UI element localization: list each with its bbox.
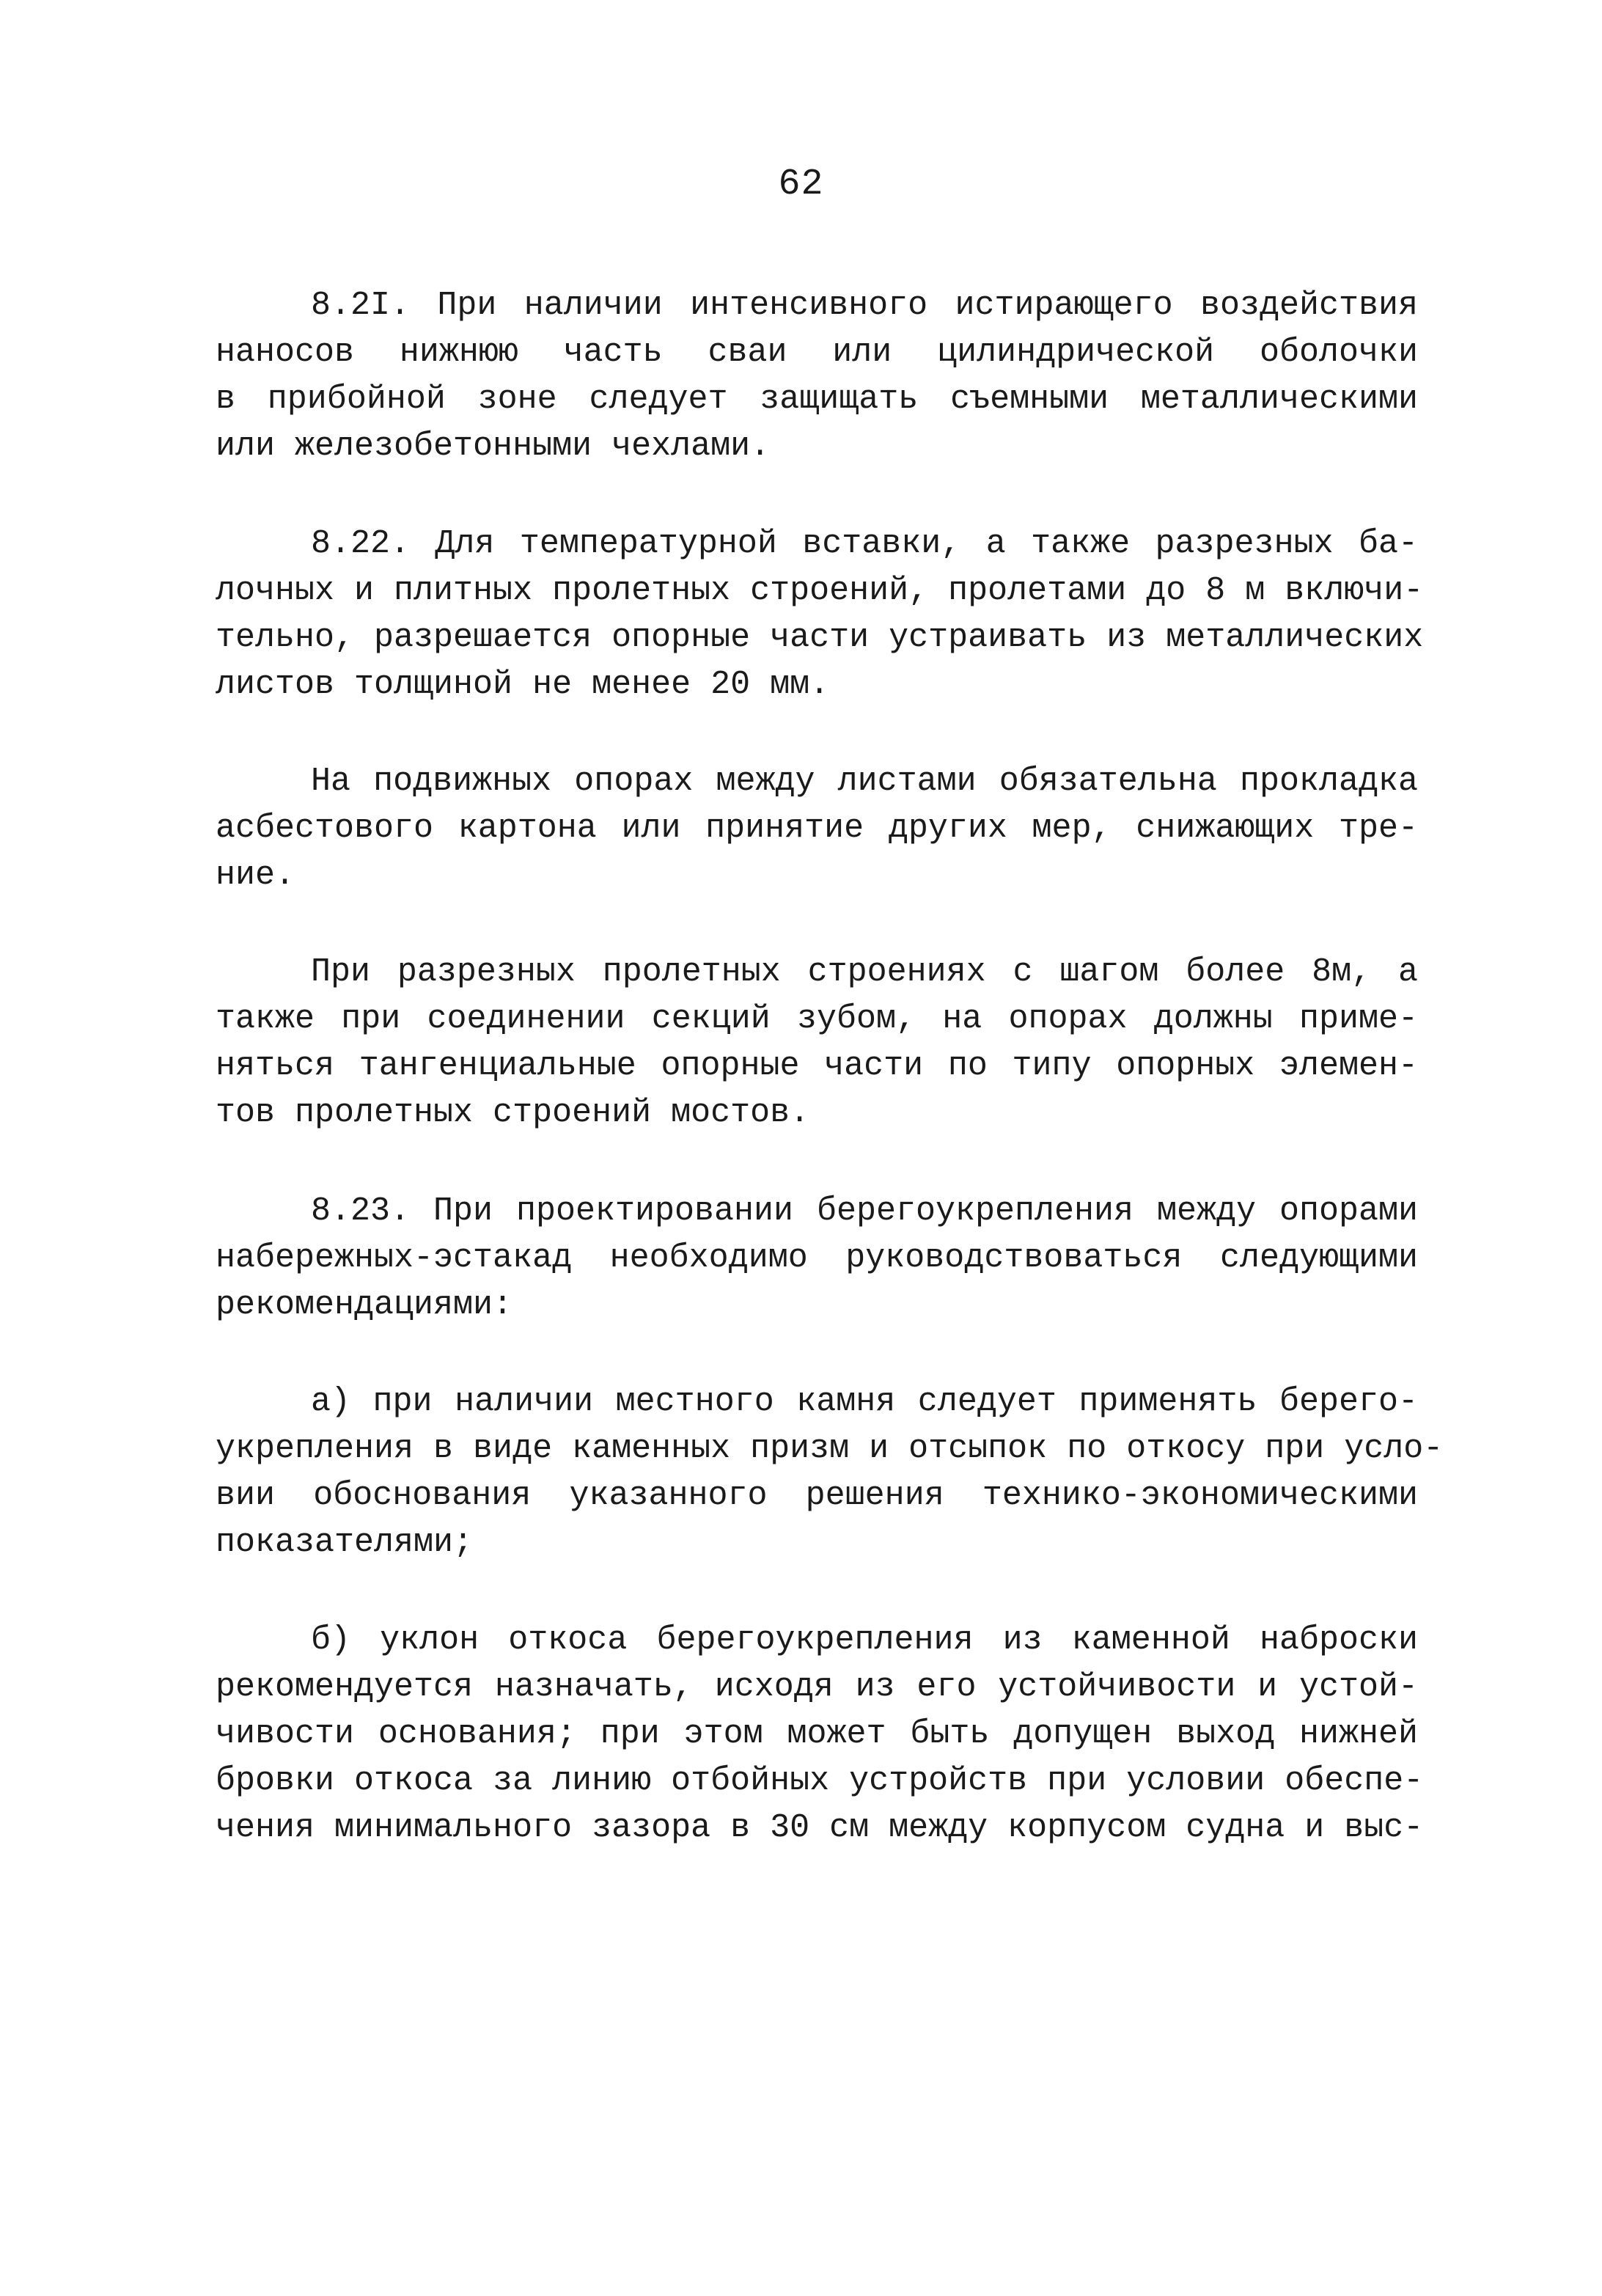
- paragraph-line: ние.: [216, 857, 295, 894]
- paragraph-line: 8.22. Для температурной вставки, а также разрезных ба-: [311, 525, 1418, 562]
- paragraph-line: в прибойной зоне следует защищать съемными металлическими: [216, 381, 1418, 418]
- paragraph-line: укрепления в виде каменных призм и отсыпок по откосу при усло-: [216, 1430, 1444, 1467]
- paragraph-item-b: [216, 1617, 1424, 1852]
- paragraph-line: а) при наличии местного камня следует применять берего-: [311, 1383, 1418, 1420]
- paragraph-8-22: [216, 521, 1424, 708]
- paragraph-line: 8.2I. При наличии интенсивного истирающего воздействия: [311, 287, 1418, 324]
- paragraph-line: вии обоснования указанного решения технико-экономическими: [216, 1477, 1418, 1514]
- page-number: 62: [778, 164, 824, 205]
- paragraph-line: чения минимального зазора в 30 см между корпусом судна и выс-: [216, 1809, 1424, 1846]
- paragraph-movable-supports: [216, 758, 1418, 899]
- paragraph-line: тов пролетных строений мостов.: [216, 1094, 810, 1132]
- paragraph-line: лочных и плитных пролетных строений, пролетами до 8 м включи-: [216, 572, 1424, 609]
- paragraph-line: листов толщиной не менее 20 мм.: [216, 666, 830, 703]
- paragraph-line: няться тангенциальные опорные части по типу опорных элемен-: [216, 1047, 1418, 1085]
- paragraph-line: асбестового картона или принятие других мер, снижающих тре-: [216, 810, 1418, 847]
- paragraph-line: чивости основания; при этом может быть допущен выход нижней: [216, 1715, 1418, 1753]
- paragraph-8-21: [216, 282, 1418, 470]
- paragraph-line: тельно, разрешается опорные части устраивать из металлических: [216, 619, 1424, 656]
- paragraph-line: также при соединении секций зубом, на опорах должны приме-: [216, 1000, 1418, 1038]
- paragraph-line: рекомендациями:: [216, 1286, 513, 1324]
- paragraph-line: рекомендуется назначать, исходя из его устойчивости и устой-: [216, 1668, 1418, 1706]
- paragraph-8-23: [216, 1188, 1418, 1329]
- paragraph-line: бровки откоса за линию отбойных устройств при условии обеспе-: [216, 1762, 1424, 1800]
- paragraph-line: или железобетонными чехлами.: [216, 428, 771, 465]
- paragraph-line: набережных-эстакад необходимо руководствоваться следующими: [216, 1239, 1418, 1277]
- paragraph-line: 8.23. При проектировании берегоукрепления между опорами: [311, 1192, 1418, 1230]
- paragraph-line: На подвижных опорах между листами обязательна прокладка: [311, 763, 1418, 800]
- paragraph-line: наносов нижнюю часть сваи или цилиндрической оболочки: [216, 334, 1418, 371]
- paragraph-split-spans: [216, 949, 1418, 1137]
- paragraph-line: б) уклон откоса берегоукрепления из каменной наброски: [311, 1621, 1418, 1659]
- paragraph-line: показателями;: [216, 1524, 474, 1561]
- paragraph-item-a: [216, 1379, 1444, 1566]
- paragraph-line: При разрезных пролетных строениях с шагом более 8м, а: [311, 953, 1418, 991]
